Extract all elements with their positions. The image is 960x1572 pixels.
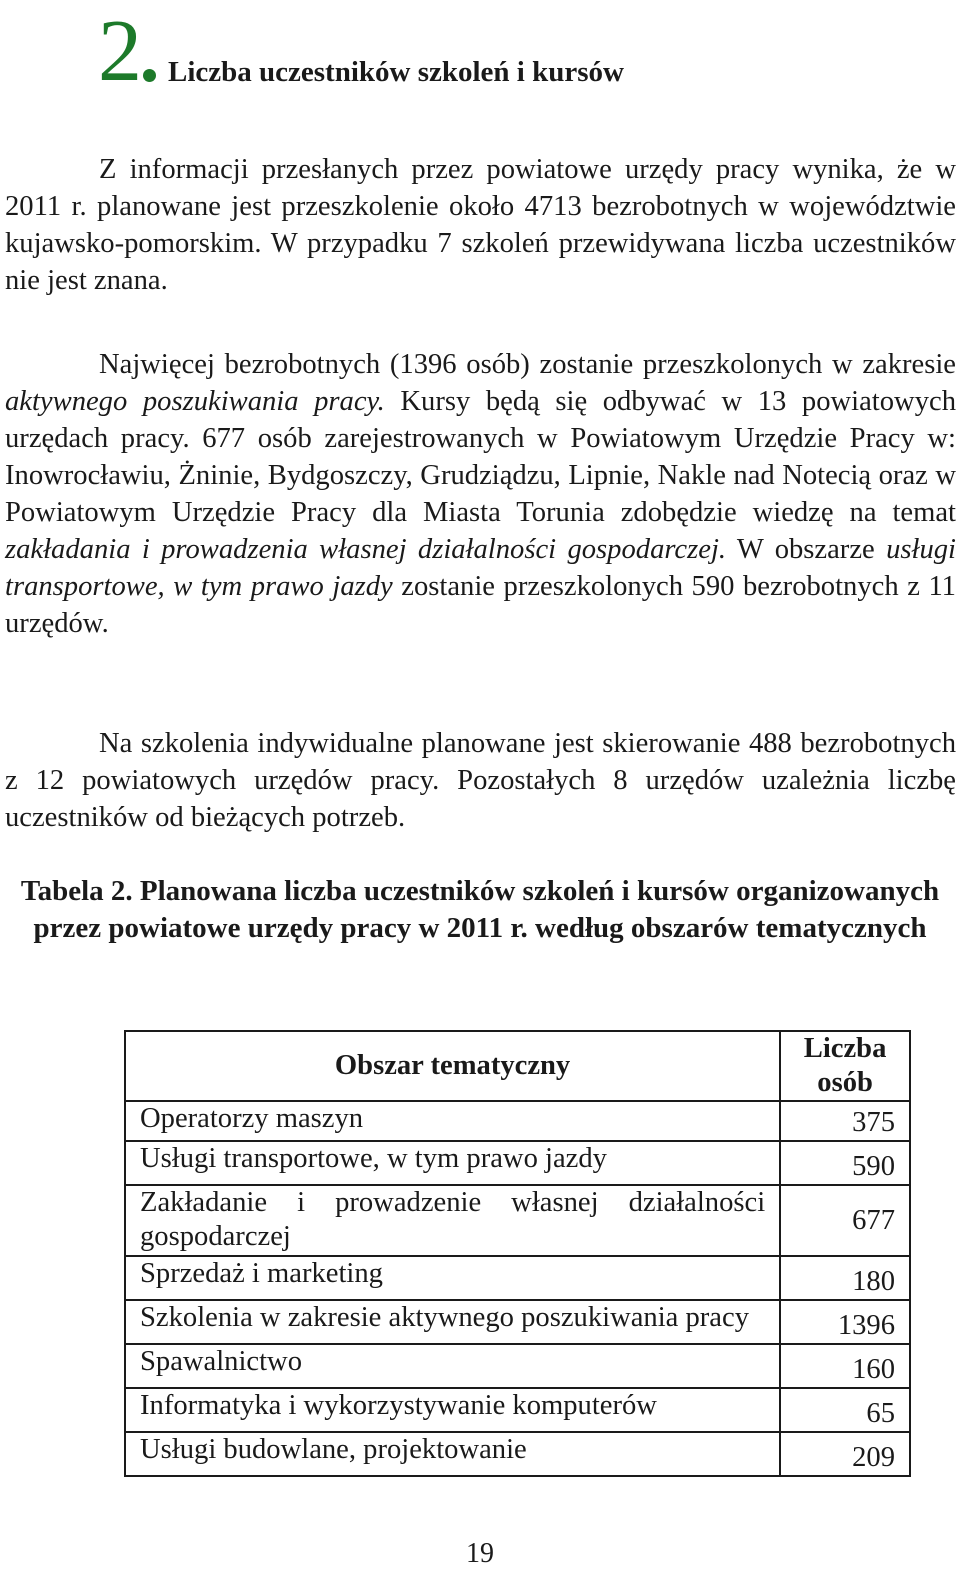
table-cell-count: 209 <box>780 1432 910 1476</box>
table-cell-area: Usługi budowlane, projektowanie <box>125 1432 780 1476</box>
paragraph-italic-text: zakładania i prowadzenia własnej działalności gospodarczej. <box>5 534 727 565</box>
table-cell-count: 375 <box>780 1101 910 1141</box>
paragraph-text: Najwięcej bezrobotnych (1396 osób) zostanie przeszkolonych w zakresie <box>99 349 956 380</box>
table-header-row <box>125 1031 910 1101</box>
paragraph-text: W obszarze <box>726 534 887 565</box>
paragraph-italic-text: aktywnego poszukiwania pracy. <box>5 386 385 417</box>
table-cell-area: Spawalnictwo <box>125 1344 780 1388</box>
bullet-dot-icon <box>143 69 156 82</box>
table-cell-area: Operatorzy maszyn <box>125 1101 780 1141</box>
paragraph-text: zostanie przeszkolonych 590 bezrobotnych z 11 urzędów. <box>5 571 956 639</box>
paragraph-italic-text: usługi transportowe, w tym prawo jazdy <box>5 534 956 602</box>
table-row <box>125 1388 910 1432</box>
table-row <box>125 1300 910 1344</box>
section-heading <box>98 2 624 100</box>
table-row <box>125 1432 910 1476</box>
column-header-area: Obszar tematyczny <box>125 1031 780 1101</box>
table-cell-count: 65 <box>780 1388 910 1432</box>
table-caption: Tabela 2. Planowana liczba uczestników szkoleń i kursów organizowanych przez powiatowe urzędy pracy w 2011 r. według obszarów tematycznych <box>20 875 940 944</box>
table-cell-count: 180 <box>780 1256 910 1300</box>
table-cell-count: 1396 <box>780 1300 910 1344</box>
table-row <box>125 1141 910 1185</box>
table-row <box>125 1344 910 1388</box>
table-cell-area: Sprzedaż i marketing <box>125 1256 780 1300</box>
table-cell-count: 590 <box>780 1141 910 1185</box>
table-row <box>125 1256 910 1300</box>
table-cell-area: Informatyka i wykorzystywanie komputerów <box>125 1388 780 1432</box>
table-cell-count: 677 <box>780 1185 910 1256</box>
page-number: 19 <box>466 1538 494 1569</box>
table-cell-count: 160 <box>780 1344 910 1388</box>
paragraph-intro: Z informacji przesłanych przez powiatowe urzędy pracy wynika, że w 2011 r. planowane jest przeszkolenie około 4713 bezrobotnych w województwie kujawsko-pomorskim. W przypadku 7 szkoleń przewidywana liczba uczestników nie jest znana. <box>5 154 956 296</box>
table-cell-area: Usługi transportowe, w tym prawo jazdy <box>125 1141 780 1185</box>
column-header-count: Liczba osób <box>780 1031 910 1101</box>
table-cell-area: Zakładanie i prowadzenie własnej działalności gospodarczej <box>125 1185 780 1256</box>
participants-table <box>124 1030 911 1477</box>
table-row <box>125 1185 910 1256</box>
paragraph-individual: Na szkolenia indywidualne planowane jest skierowanie 488 bezrobotnych z 12 powiatowych urzędów pracy. Pozostałych 8 urzędów uzależnia liczbę uczestników od bieżących potrzeb. <box>5 728 956 833</box>
table-cell-area: Szkolenia w zakresie aktywnego poszukiwania pracy <box>125 1300 780 1344</box>
section-number: 2 <box>98 3 140 100</box>
paragraph-details <box>5 346 956 642</box>
section-title: Liczba uczestników szkoleń i kursów <box>168 56 624 88</box>
table-row <box>125 1101 910 1141</box>
paragraph-text: Kursy będą się odbywać w 13 powiatowych urzędach pracy. 677 osób zarejestrowanych w Powiatowym Urzędzie Pracy w: Inowrocławiu, Żninie, Bydgoszczy, Grudziądzu, Lipnie, Nakle nad Notecią oraz w Powiatowym Urzędzie Pracy dla Miasta Torunia zdobędzie wiedzę na temat <box>5 386 956 528</box>
